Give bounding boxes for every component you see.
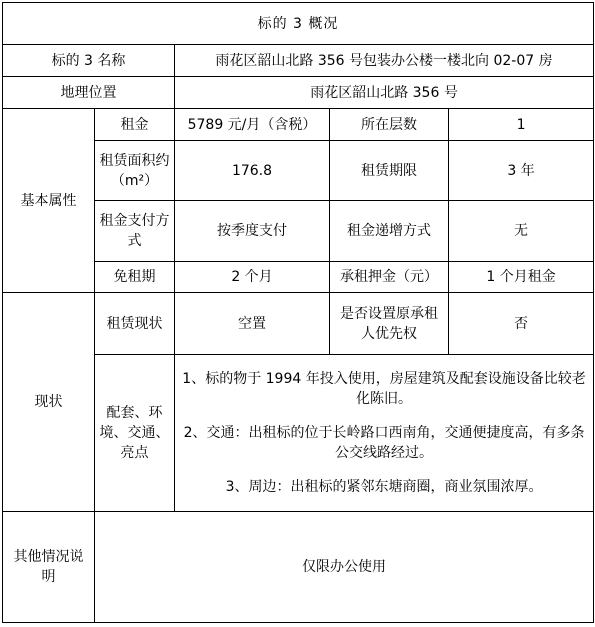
free-rent-label: 免租期 xyxy=(95,262,175,293)
payment-label: 租金支付方式 xyxy=(95,201,175,262)
name-row xyxy=(3,45,594,77)
title-row xyxy=(3,3,594,45)
facilities-line-3: 3、周边：出租标的紧邻东塘商圈，商业氛围浓厚。 xyxy=(225,479,543,495)
priority-value: 否 xyxy=(449,293,594,355)
location-label: 地理位置 xyxy=(3,77,175,109)
lease-status-row xyxy=(3,293,594,355)
increase-value: 无 xyxy=(449,201,594,262)
term-value: 3 年 xyxy=(449,141,594,201)
other-row xyxy=(3,512,594,623)
other-value: 仅限办公使用 xyxy=(95,512,594,623)
name-label: 标的 3 名称 xyxy=(3,45,175,77)
area-label: 租赁面积约（m²） xyxy=(95,141,175,201)
location-value: 雨花区韶山北路 356 号 xyxy=(175,77,594,109)
table-title: 标的 3 概况 xyxy=(3,3,594,45)
other-label: 其他情况说明 xyxy=(3,512,95,623)
deposit-label: 承租押金（元） xyxy=(330,262,449,293)
status-section-label: 现状 xyxy=(3,293,95,512)
floor-label: 所在层数 xyxy=(330,109,449,141)
facilities-line-1: 1、标的物于 1994 年投入使用，房屋建筑及配套设施设备比较老化陈旧。 xyxy=(182,371,586,407)
rent-value: 5789 元/月（含税） xyxy=(175,109,330,141)
basic-section-label: 基本属性 xyxy=(3,109,95,293)
lease-status-label: 租赁现状 xyxy=(95,293,175,355)
area-value: 176.8 xyxy=(175,141,330,201)
priority-label: 是否设置原承租人优先权 xyxy=(330,293,449,355)
name-value: 雨花区韶山北路 356 号包装办公楼一楼北向 02-07 房 xyxy=(175,45,594,77)
facilities-text xyxy=(175,355,594,512)
increase-label: 租金递增方式 xyxy=(330,201,449,262)
property-info-table xyxy=(2,2,594,623)
location-row xyxy=(3,77,594,109)
deposit-value: 1 个月租金 xyxy=(449,262,594,293)
free-rent-value: 2 个月 xyxy=(175,262,330,293)
rent-row xyxy=(3,109,594,141)
lease-status-value: 空置 xyxy=(175,293,330,355)
facilities-label: 配套、环境、交通、亮点 xyxy=(95,355,175,512)
facilities-line-2: 2、交通：出租标的位于长岭路口西南角，交通便捷度高，有多条公交线路经过。 xyxy=(183,425,585,461)
rent-label: 租金 xyxy=(95,109,175,141)
payment-value: 按季度支付 xyxy=(175,201,330,262)
term-label: 租赁期限 xyxy=(330,141,449,201)
floor-value: 1 xyxy=(449,109,594,141)
